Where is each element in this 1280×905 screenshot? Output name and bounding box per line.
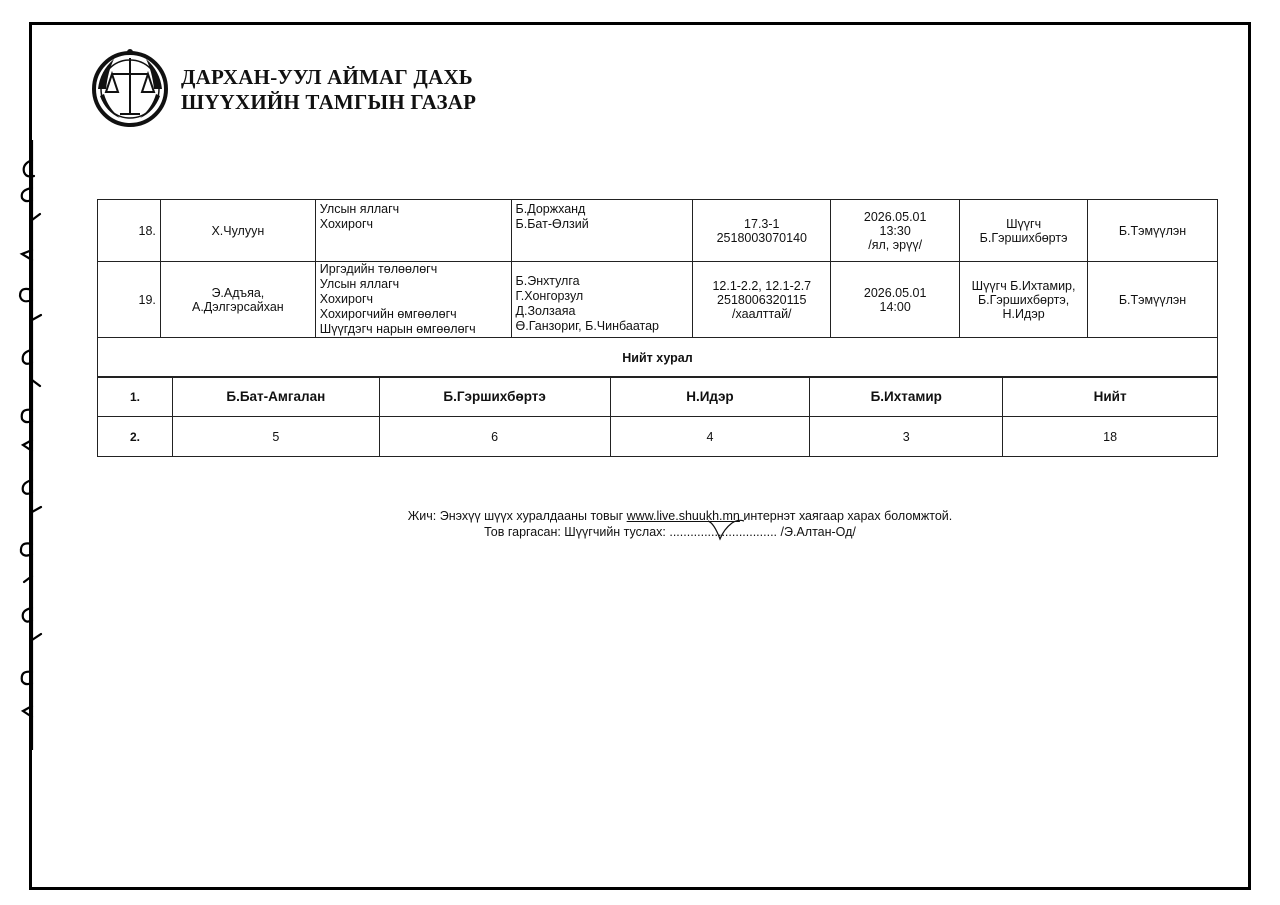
article-line: 2518003070140	[716, 230, 807, 245]
totals-index: 1.	[98, 377, 173, 417]
hearing-totals-table	[97, 376, 1218, 457]
case-judge	[960, 262, 1088, 338]
total-heading-row	[98, 338, 1218, 378]
organization-title-line2: ШҮҮХИЙН ТАМГЫН ГАЗАР	[181, 90, 477, 114]
signature-dots: ...............................	[669, 525, 778, 539]
court-emblem-logo	[88, 44, 172, 130]
case-article	[693, 200, 831, 262]
judge-line: Б.Гэршихбөртэ,	[977, 292, 1070, 307]
organization-title-line1: ДАРХАН-УУЛ АЙМАГ ДАХЬ	[181, 65, 473, 89]
case-defendants	[160, 262, 315, 338]
judge-line: Б.Гэршихбөртэ	[979, 230, 1068, 245]
total-column-header: Нийт	[1003, 377, 1218, 417]
defendant-line: Э.Адъяа,	[211, 285, 265, 300]
case-number: 19.	[98, 262, 161, 338]
prepared-label: Тов гаргасан: Шүүгчийн туслах:	[484, 525, 670, 539]
article-line: 2518006320115	[717, 292, 807, 307]
note-prefix: Жич: Энэхүү шүүх хуралдааны товыг	[407, 509, 627, 523]
person-line: Б.Доржханд	[515, 202, 586, 216]
defendant-line: А.Дэлгэрсайхан	[192, 299, 284, 314]
case-judge	[960, 200, 1088, 262]
vertical-mongolian-script	[10, 140, 50, 750]
role-line: Улсын яллагч	[319, 202, 400, 216]
judge-column-header: Б.Ихтамир	[810, 377, 1003, 417]
signature-mark	[706, 517, 746, 543]
role-line: Хохирогч	[319, 292, 374, 306]
prepared-name: /Э.Алтан-Од/	[777, 525, 856, 539]
judge-line: Шүүгч Б.Ихтамир,	[971, 278, 1076, 293]
role-line: Шүүгдэгч нарын өмгөөлөгч	[319, 322, 476, 336]
datetime-line: 2026.05.01	[863, 285, 927, 300]
datetime-line: 14:00	[879, 299, 911, 314]
case-article	[693, 262, 831, 338]
case-persons	[511, 262, 693, 338]
hearing-schedule-table	[97, 199, 1218, 378]
judge-line: Н.Идэр	[1002, 306, 1045, 321]
datetime-line: 13:30	[879, 223, 911, 238]
judge-column-header: Б.Бат-Амгалан	[172, 377, 379, 417]
prepared-by-line	[0, 525, 1280, 539]
table-row	[98, 262, 1218, 338]
judge-column-header: Б.Гэршихбөртэ	[379, 377, 610, 417]
judge-count: 3	[810, 417, 1003, 457]
judge-line: Шүүгч	[1006, 216, 1042, 231]
website-link[interactable]: www.live.shuukh.mn	[626, 509, 740, 523]
totals-header-row	[98, 377, 1218, 417]
case-datetime	[831, 262, 960, 338]
datetime-line: 2026.05.01	[863, 209, 927, 224]
person-line: Г.Хонгорзул	[515, 288, 584, 303]
person-line: Б.Бат-Өлзий	[515, 217, 589, 231]
case-datetime	[831, 200, 960, 262]
article-line: /хаалттай/	[732, 306, 792, 321]
judge-count: 4	[610, 417, 810, 457]
role-line: Иргэдийн төлөөлөгч	[319, 262, 438, 276]
note-suffix: интернэт хаягаар харах боломжтой.	[739, 509, 953, 523]
case-clerk: Б.Тэмүүлэн	[1088, 200, 1218, 262]
total-heading: Нийт хурал	[98, 338, 1218, 378]
table-row	[98, 200, 1218, 262]
organization-title	[181, 65, 476, 115]
role-line: Хохирогч	[319, 217, 374, 231]
case-persons	[511, 200, 693, 262]
case-roles	[315, 200, 511, 262]
totals-value-row	[98, 417, 1218, 457]
datetime-line: /ял, эрүү/	[868, 237, 923, 252]
judge-column-header: Н.Идэр	[610, 377, 810, 417]
person-line: Ө.Ганзориг, Б.Чинбаатар	[515, 318, 660, 333]
case-defendants: Х.Чулуун	[160, 200, 315, 262]
total-count: 18	[1003, 417, 1218, 457]
article-line: 12.1-2.2, 12.1-2.7	[712, 278, 812, 293]
footer-note	[0, 509, 1280, 523]
person-line: Б.Энхтулга	[515, 273, 580, 288]
case-number: 18.	[98, 200, 161, 262]
person-line: Д.Золзаяа	[515, 303, 576, 318]
judge-count: 5	[172, 417, 379, 457]
totals-index: 2.	[98, 417, 173, 457]
role-line: Улсын яллагч	[319, 277, 400, 291]
case-roles	[315, 262, 511, 338]
case-clerk: Б.Тэмүүлэн	[1088, 262, 1218, 338]
role-line: Хохирогчийн өмгөөлөгч	[319, 307, 457, 321]
article-line: 17.3-1	[744, 216, 780, 231]
judge-count: 6	[379, 417, 610, 457]
